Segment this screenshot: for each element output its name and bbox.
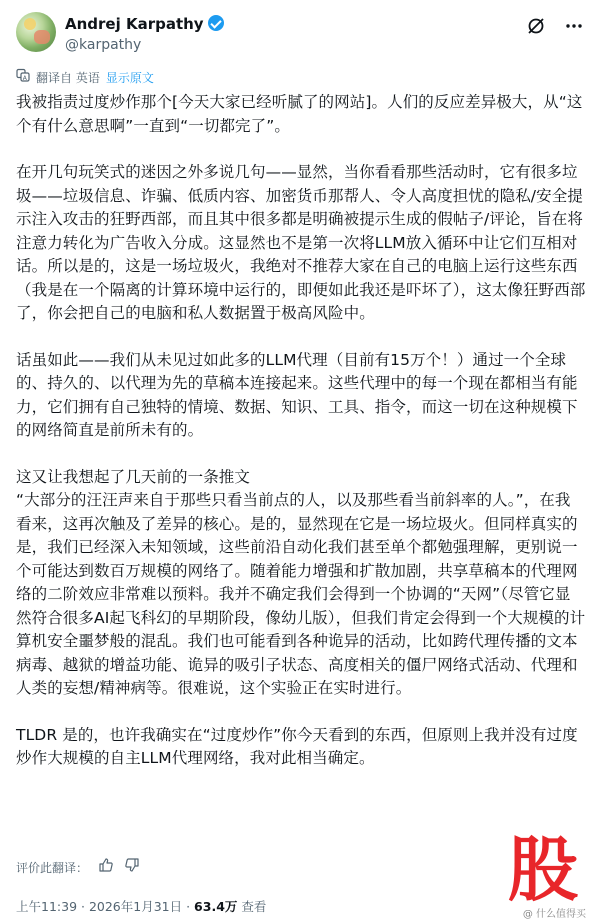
tweet-paragraph: 这又让我想起了几天前的一条推文 “大部分的汪汪声来自于那些只看当前点的人，以及那些看当前斜率的人。”，在我看来，这再次触及了差异的核心。是的，显然现在它是一场垃圾火。但同样真实的是，我们已经深入未知领域，这些前沿自动化我们甚至单个都勉强理解，更别说一个可能达到数百万规模的网络了。随着能力增强和扩散加剧，共享草稿本的代理网络的二阶效应非常难以预料。我并不确定我们会得到一个协调的“天网”（尽管它显然符合很多AI起飞科幻的早期阶段，像幼儿版），但我们肯定会得到一个大规模的计算机安全噩梦般的混乱。我们也可能看到各种诡异的活动，比如跨代理传播的文本病毒、越狱的增益功能、诡异的吸引子状态、高度相关的僵尸网络式活动、代理和人类的妄想/精神病等。很难说，这个实验正在实时进行。 xyxy=(16,467,586,697)
tweet-header xyxy=(16,12,584,64)
translate-icon xyxy=(16,68,30,87)
view-count: 63.4万 xyxy=(194,899,238,914)
tweet-timestamp[interactable]: 上午11:39 · 2026年1月31日 · xyxy=(16,899,195,914)
tweet-paragraph: 我被指责过度炒作那个[今天大家已经听腻了的网站]。人们的反应差异极大，从“这个有什么意思啊”一直到“一切都完了”。 xyxy=(16,93,583,135)
grok-icon[interactable] xyxy=(526,16,546,36)
watermark-logo: 股 xyxy=(508,828,578,911)
header-actions xyxy=(526,16,584,36)
watermark-text: @ 什么值得买 xyxy=(522,909,586,920)
svg-text:A: A xyxy=(22,74,27,82)
translation-label: 翻译自 英语 xyxy=(36,70,100,85)
avatar[interactable] xyxy=(16,12,56,52)
rate-translation xyxy=(16,857,140,878)
tweet-paragraph: 话虽如此——我们从未见过如此多的LLM代理（目前有15万个！）通过一个全球的、持久的、以代理为先的草稿本连接起来。这些代理中的每一个现在都相当有能力，它们拥有自己独特的情境、数据、知识、工具、指令，而这一切在这种规模下的网络简直是前所未有的。 xyxy=(16,350,578,439)
verified-badge-icon xyxy=(208,15,224,31)
show-original-link[interactable]: 显示原文 xyxy=(105,70,154,85)
tweet-meta xyxy=(16,897,266,917)
translation-notice xyxy=(16,68,154,87)
thumbs-up-icon[interactable] xyxy=(98,857,114,878)
tweet-paragraph: TLDR 是的，也许我确实在“过度炒作”你今天看到的东西，但原则上我并没有过度炒作大规模的自主LLM代理网络，我对此相当确定。 xyxy=(16,725,578,767)
author-name[interactable] xyxy=(65,14,224,34)
author-name-text[interactable]: Andrej Karpathy xyxy=(65,15,204,33)
tweet-paragraph: 在开几句玩笑式的迷因之外多说几句——显然，当你看看那些活动时，它有很多垃圾——垃圾信息、诈骗、低质内容、加密货币那帮人、令人高度担忧的隐私/安全提示注入攻击的狂野西部，而且其中很多都是明确被提示生成的假帖子/评论，旨在将注意力转化为广告收入分成。这显然也不是第一次将LLM放入循环中让它们互相对话。所以是的，这是一场垃圾火，我绝对不推荐大家在自己的电脑上运行这些东西（我是在一个隔离的计算环境中运行的，即便如此我还是吓坏了），这太像狂野西部了，你会把自己的电脑和私人数据置于极高风险中。 xyxy=(16,163,586,322)
thumbs-down-icon[interactable] xyxy=(124,857,140,878)
more-icon[interactable] xyxy=(564,16,584,36)
tweet-body xyxy=(16,91,586,794)
rate-translation-label: 评价此翻译： xyxy=(16,860,89,875)
author-handle[interactable]: @karpathy xyxy=(65,37,142,53)
watermark xyxy=(500,828,586,920)
views-label: 查看 xyxy=(237,899,267,914)
